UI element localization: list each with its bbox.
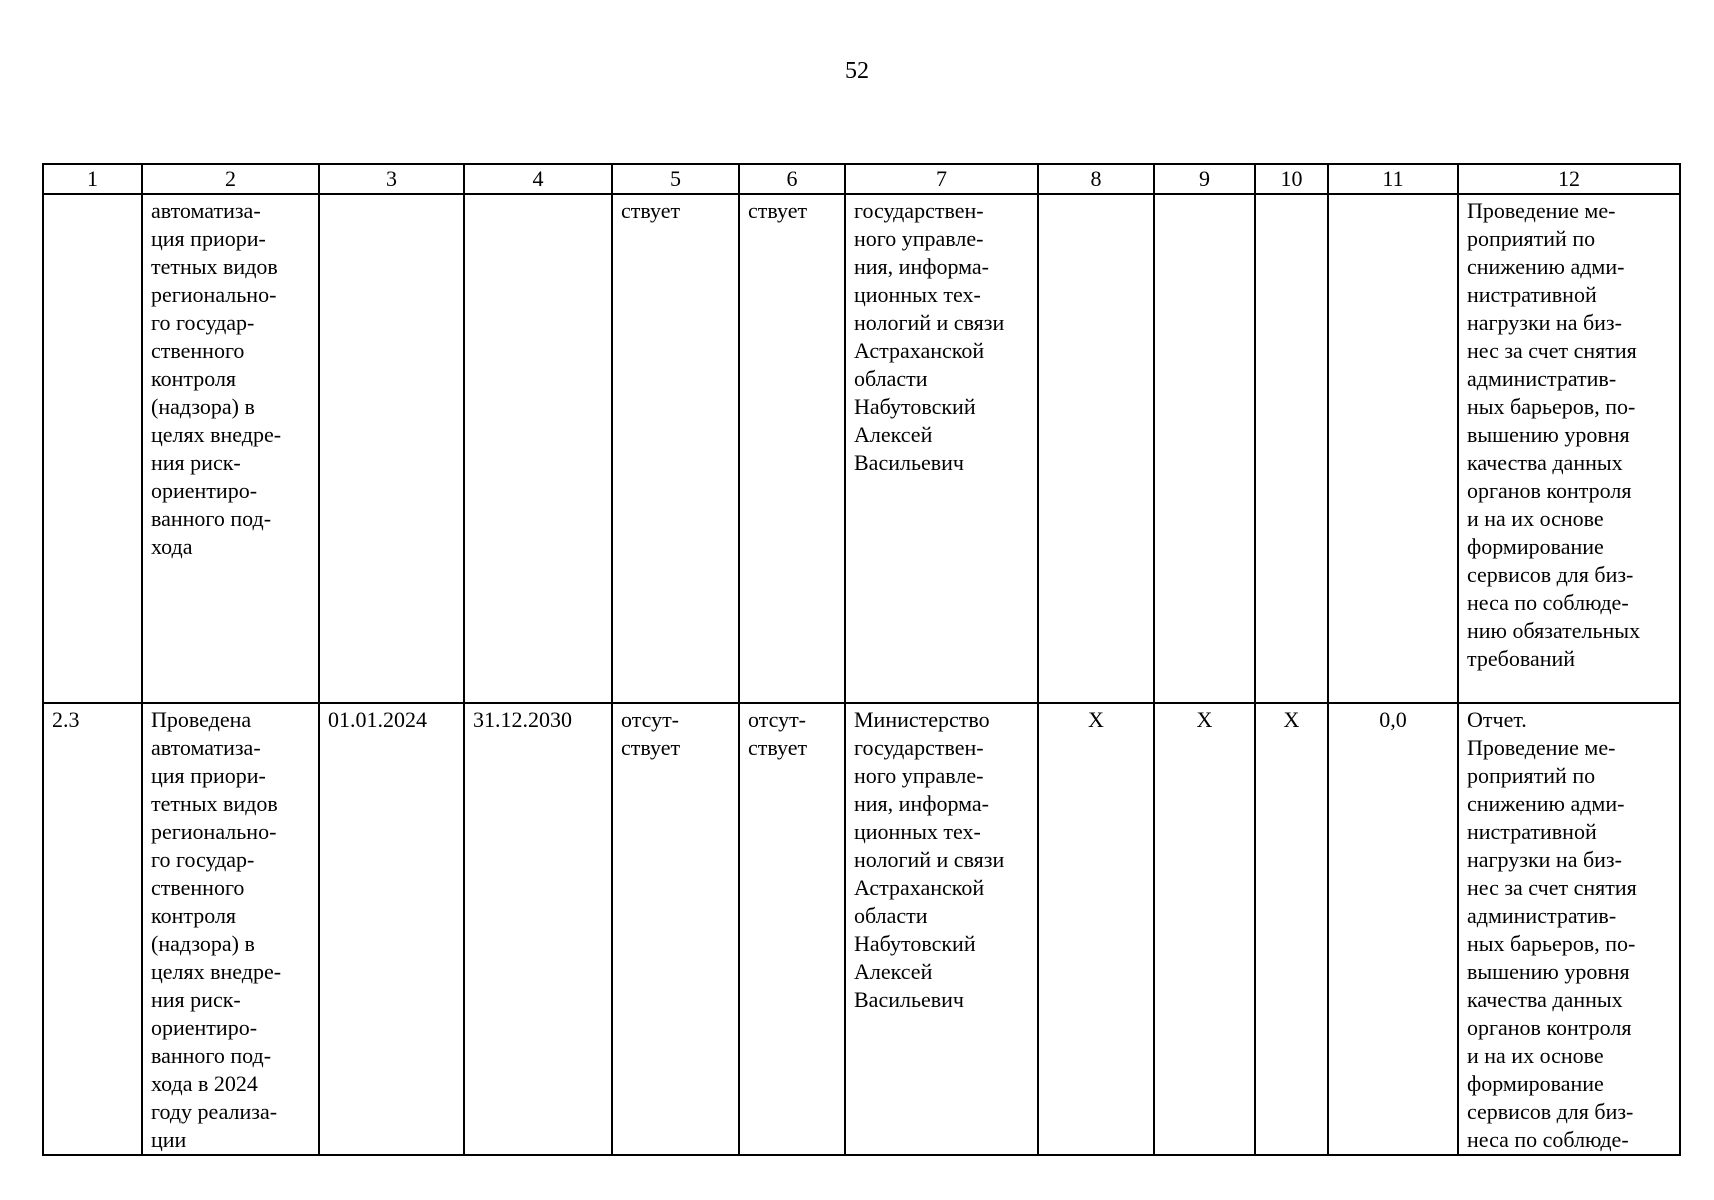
column-header-11: 11 — [1328, 164, 1458, 194]
column-header-5: 5 — [612, 164, 739, 194]
cell-col8: X — [1038, 703, 1154, 1155]
cell-measure-name: Проведена автоматиза- ция приори- тетных видов регионально- го государ- ственного контроля (надзора) в целях внедре- ния риск- ориентиро- ванного под- хода в 2024 году реализа- ции — [142, 703, 319, 1155]
cell-number: 2.3 — [43, 703, 142, 1155]
column-header-4: 4 — [464, 164, 612, 194]
cell-responsible: государствен- ного управле- ния, информа- ционных тех- нологий и связи Астраханской области Набутовский Алексей Васильевич — [845, 194, 1038, 703]
cell-col10: X — [1255, 703, 1328, 1155]
column-header-7: 7 — [845, 164, 1038, 194]
column-header-3: 3 — [319, 164, 464, 194]
column-header-12: 12 — [1458, 164, 1680, 194]
cell-col9 — [1154, 194, 1255, 703]
table-row-2-3 — [43, 703, 1680, 1155]
page-number: 52 — [845, 58, 869, 84]
column-header-1: 1 — [43, 164, 142, 194]
cell-start-date — [319, 194, 464, 703]
column-header-10: 10 — [1255, 164, 1328, 194]
column-header-2: 2 — [142, 164, 319, 194]
cell-end-date — [464, 194, 612, 703]
column-header-9: 9 — [1154, 164, 1255, 194]
cell-col5: отсут- ствует — [612, 703, 739, 1155]
cell-col6: отсут- ствует — [739, 703, 845, 1155]
cell-result: Проведение ме- роприятий по снижению адми- нистративной нагрузки на биз- нес за счет снятия административ- ных барьеров, по- вышению уровня качества данных органов контроля и на их основе формирование сервисов для биз- неса по соблюде- нию обязательных требований — [1458, 194, 1680, 703]
column-header-8: 8 — [1038, 164, 1154, 194]
cell-col5: ствует — [612, 194, 739, 703]
cell-number — [43, 194, 142, 703]
measures-table — [42, 163, 1681, 1156]
column-header-6: 6 — [739, 164, 845, 194]
cell-col6: ствует — [739, 194, 845, 703]
cell-col10 — [1255, 194, 1328, 703]
cell-measure-name: автоматиза- ция приори- тетных видов регионально- го государ- ственного контроля (надзора) в целях внедре- ния риск- ориентиро- ванного под- хода — [142, 194, 319, 703]
table-row-continued — [43, 194, 1680, 703]
cell-end-date: 31.12.2030 — [464, 703, 612, 1155]
cell-col11 — [1328, 194, 1458, 703]
cell-col11: 0,0 — [1328, 703, 1458, 1155]
cell-col9: X — [1154, 703, 1255, 1155]
cell-responsible: Министерство государствен- ного управле- ния, информа- ционных тех- нологий и связи Астраханской области Набутовский Алексей Васильевич — [845, 703, 1038, 1155]
column-number-row — [43, 164, 1680, 194]
cell-start-date: 01.01.2024 — [319, 703, 464, 1155]
cell-col8 — [1038, 194, 1154, 703]
cell-result: Отчет. Проведение ме- роприятий по снижению адми- нистративной нагрузки на биз- нес за счет снятия административ- ных барьеров, по- вышению уровня качества данных органов контроля и на их основе формирование сервисов для биз- неса по соблюде- — [1458, 703, 1680, 1155]
